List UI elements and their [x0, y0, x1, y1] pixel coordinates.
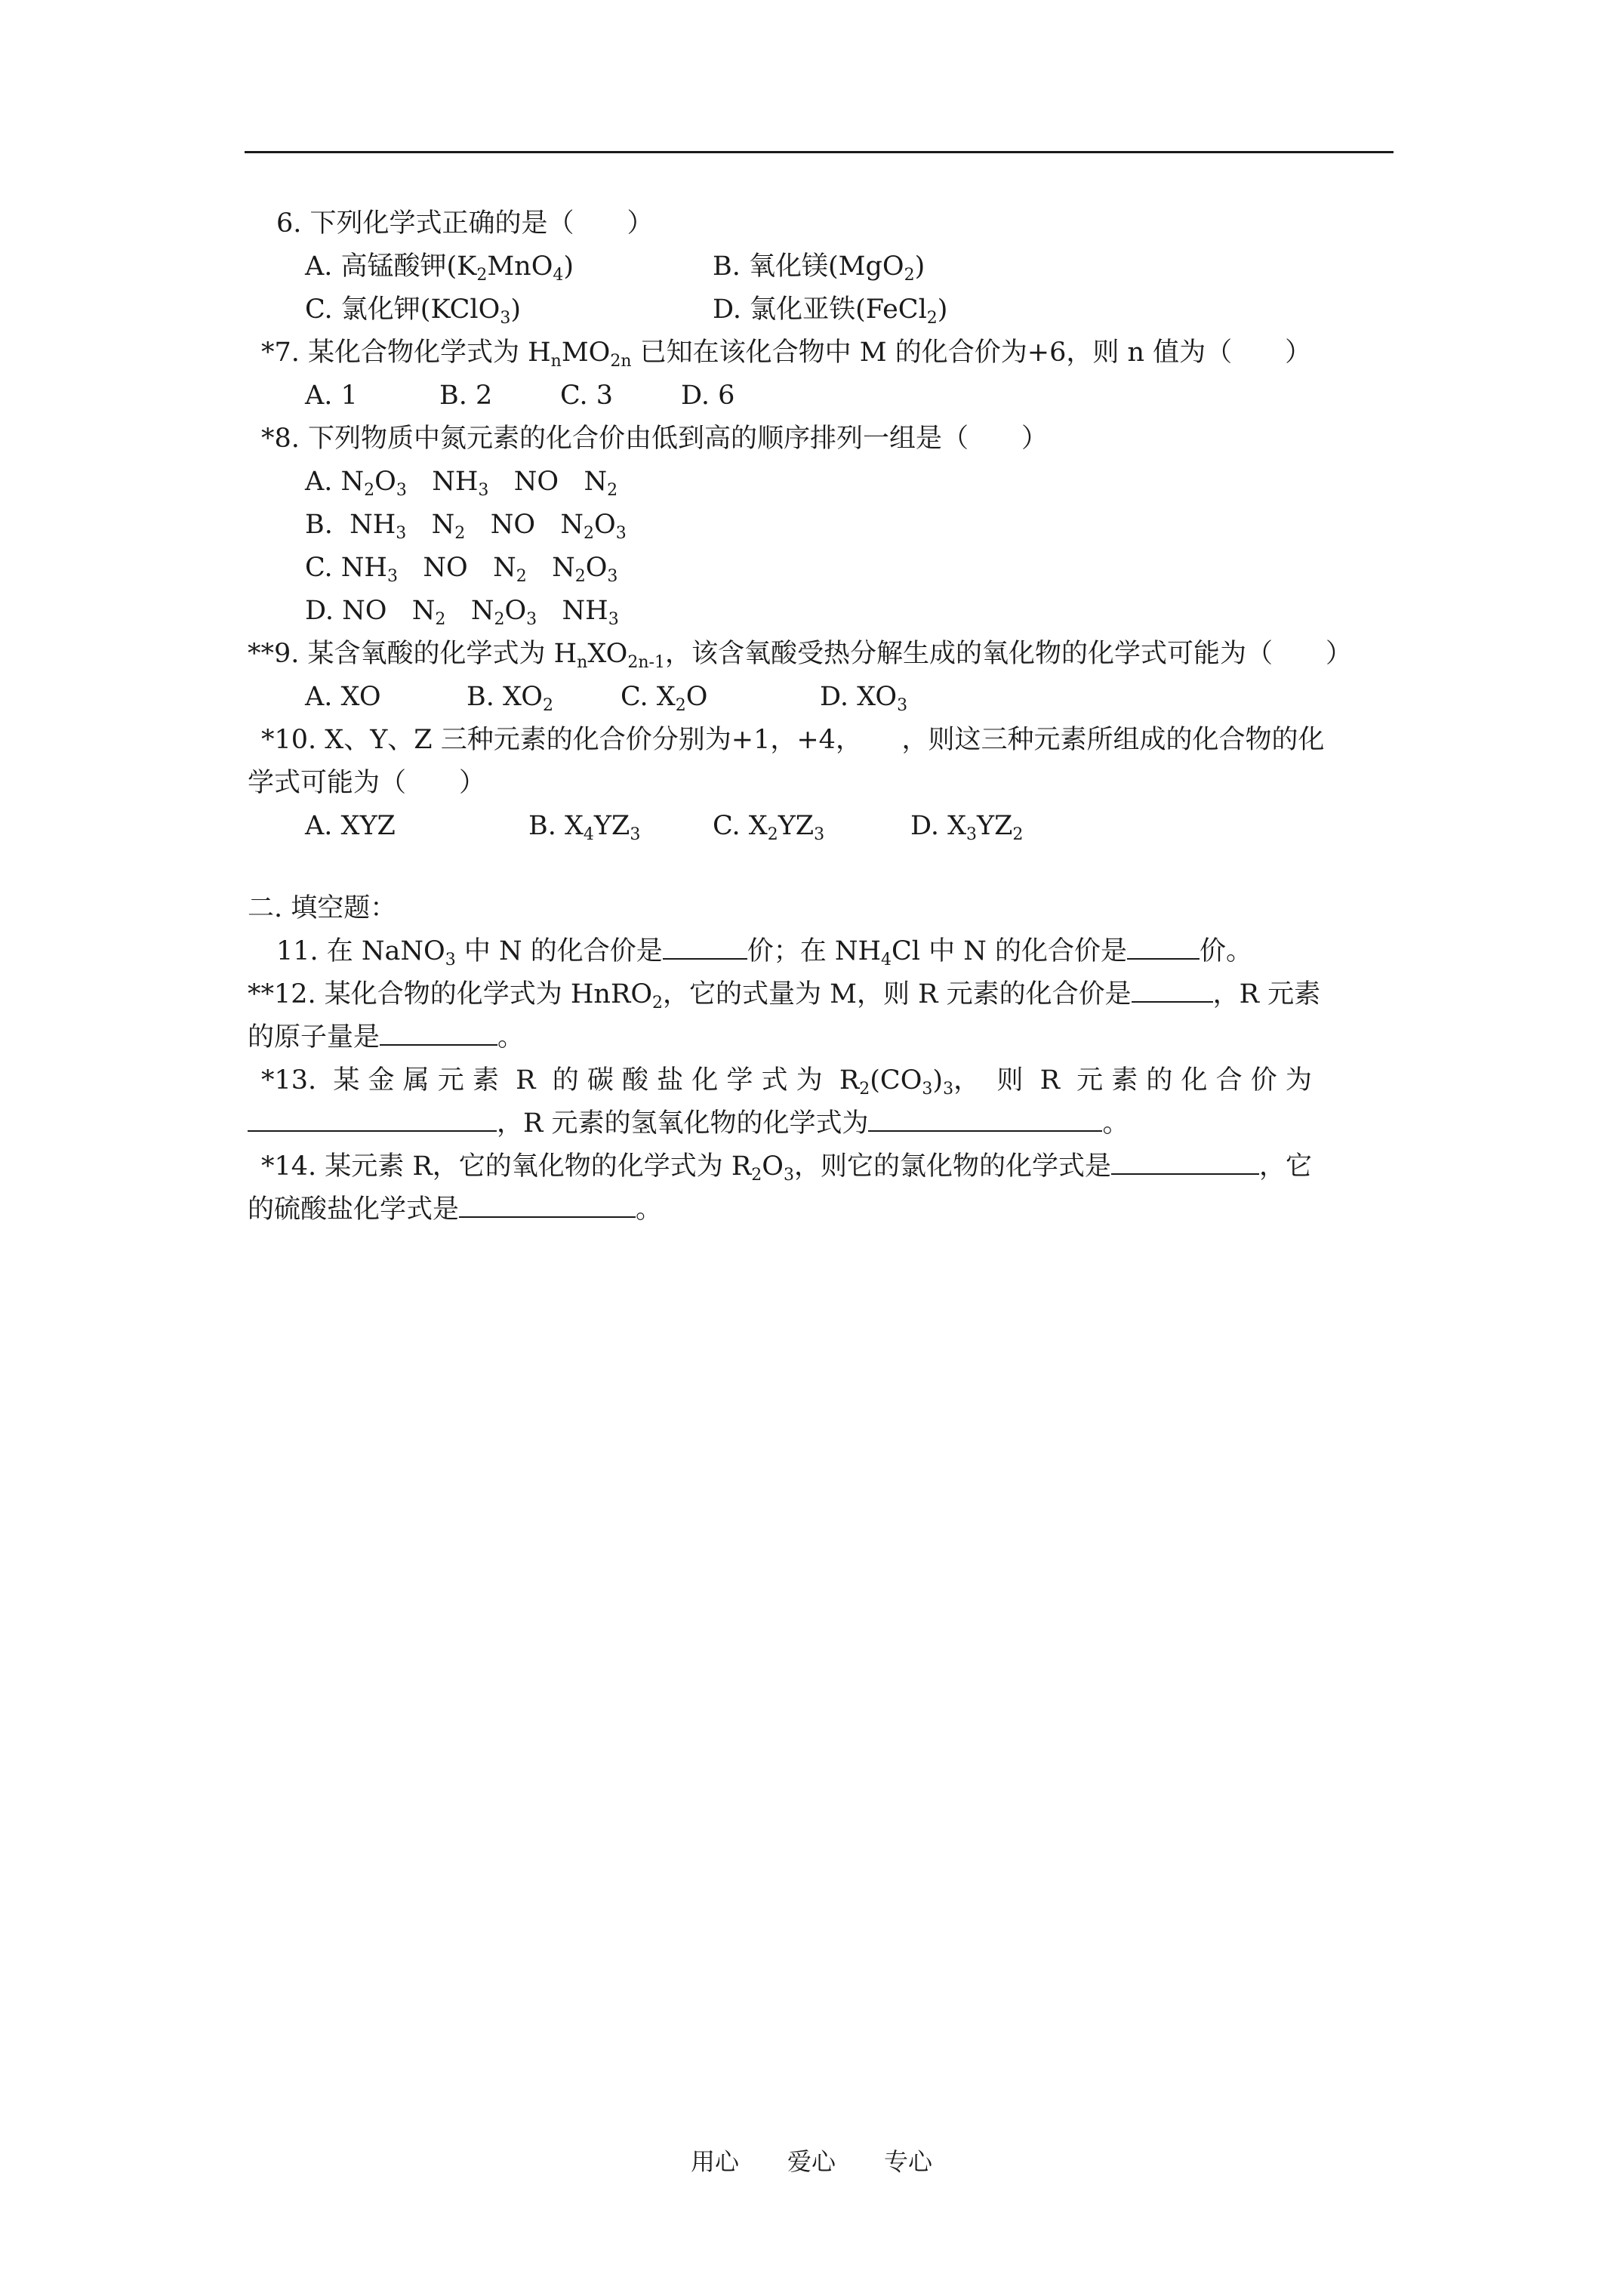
q9-stem: **9. 某含氧酸的化学式为 $H_nXO_{2n-1}$，该含氧酸受热分解生成的氧化物的化学式可能为（ ）	[248, 639, 1352, 672]
q10-option-a: A. XYZ	[305, 811, 396, 841]
q14-line1: *14. 某元素 R，它的氧化物的化学式为 $R_2O_3$，则它的氯化物的化学式是 ，它	[261, 1151, 1312, 1185]
answer-blank[interactable]	[868, 1108, 1102, 1132]
q13-line2: ，R 元素的氢氧化物的化学式为 。	[248, 1105, 1129, 1142]
q8-option-a: A. $N_2O_3$ $NH_3$ NO $N_2$	[305, 467, 618, 500]
q10-option-c: C. $X_2YZ_3$	[713, 811, 825, 844]
q9-option-d: D. $XO_3$	[820, 682, 908, 715]
q6-stem: 6. 下列化学式正确的是（ ）	[276, 208, 654, 239]
header-rule	[245, 151, 1394, 153]
q7-option-a: A. 1	[305, 381, 358, 411]
answer-blank[interactable]	[248, 1108, 497, 1132]
q6-option-c: C. 氯化钾(KClO$_3$)	[305, 294, 521, 328]
q9-option-a: A. XO	[305, 682, 381, 712]
q8-option-b: B. $NH_3$ $N_2$ NO $N_2O_3$	[305, 510, 627, 543]
q8-option-c: C. $NH_3$ NO $N_2$ $N_2O_3$	[305, 553, 618, 586]
q6-option-a: A. 高锰酸钾$(K_2MnO_4)$	[305, 251, 574, 285]
answer-blank[interactable]	[1127, 935, 1200, 960]
q12-line1: **12. 某化合物的化学式为 HnRO$_2$，它的式量为 M，则 R 元素的化合价是 ，R 元素	[248, 979, 1321, 1012]
q9-option-b: B. $XO_2$	[467, 682, 553, 715]
answer-blank[interactable]	[380, 1022, 497, 1046]
answer-blank[interactable]	[1111, 1151, 1259, 1175]
q7-option-c: C. 3	[560, 381, 614, 411]
answer-blank[interactable]	[663, 935, 747, 960]
q10-option-d: D. $X_3YZ_2$	[910, 811, 1024, 844]
page-footer: 用心 爱心 专心	[690, 2147, 932, 2176]
q10-stem-line1: *10. X、Y、Z 三种元素的化合价分别为+1，+4， ，则这三种元素所组成的化合物的化	[261, 725, 1325, 755]
q7-option-b: B. 2	[439, 381, 493, 411]
answer-blank[interactable]	[459, 1194, 636, 1218]
q14-line2: 的硫酸盐化学式是 。	[248, 1194, 663, 1225]
q10-stem-line2: 学式可能为（ ）	[248, 768, 486, 798]
q13-line1: *13. 某 金 属 元 素 R 的 碳 酸 盐 化 学 式 为 $R_2(CO_3)_3$， 则 R 元 素 的 化 合 价 为	[261, 1065, 1312, 1099]
q11: 11. 在 NaNO$_3$ 中 N 的化合价是 价；在 $NH_4Cl$ 中 N 的化合价是 价。	[276, 936, 1253, 969]
q6-option-d: D. 氯化亚铁(FeCl$_2$)	[713, 294, 948, 328]
section-heading: 二. 填空题：	[248, 893, 397, 923]
q8-option-d: D. NO $N_2$ $N_2O_3$ $NH_3$	[305, 596, 619, 629]
q12-line2: 的原子量是 。	[248, 1022, 525, 1052]
q7-stem: *7. 某化合物化学式为 $H_nMO_{2n}$ 已知在该化合物中 M 的化合价为+6，则 n 值为（ ）	[261, 337, 1312, 371]
q6-option-b: B. 氧化镁(MgO$_2$)	[713, 251, 925, 285]
q7-option-d: D. 6	[681, 381, 735, 411]
answer-blank[interactable]	[1132, 978, 1213, 1003]
q9-option-c: C. $X_2O$	[621, 682, 708, 715]
q8-stem: *8. 下列物质中氮元素的化合价由低到高的顺序排列一组是（ ）	[261, 424, 1049, 454]
q10-option-b: B. $X_4YZ_3$	[528, 811, 641, 844]
